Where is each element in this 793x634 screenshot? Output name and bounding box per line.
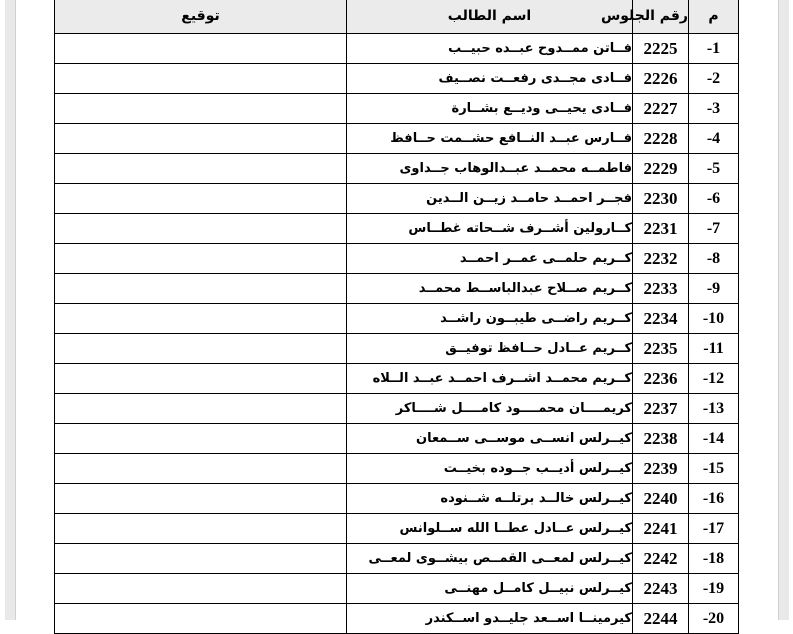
signature-cell[interactable] [55, 604, 347, 634]
table-row [55, 274, 739, 304]
table-row [55, 124, 739, 154]
signature-cell[interactable] [55, 364, 347, 394]
row-index: -11 [689, 334, 739, 364]
signature-cell[interactable] [55, 454, 347, 484]
seat-number: 2241 [633, 514, 689, 544]
student-name: كــريم راضــى طيبــون راشــد [347, 304, 633, 334]
seat-number: 2244 [633, 604, 689, 634]
row-index: -20 [689, 604, 739, 634]
signature-cell[interactable] [55, 274, 347, 304]
seat-number: 2243 [633, 574, 689, 604]
table-row [55, 574, 739, 604]
student-name: فــادى مجــدى رفعــت نصــيف [347, 64, 633, 94]
table-row [55, 364, 739, 394]
signature-cell[interactable] [55, 244, 347, 274]
student-name: كــارولين أشــرف شــحاته غطــاس [347, 214, 633, 244]
header-seat-number: رقم الجلوس [633, 0, 689, 34]
seat-number: 2230 [633, 184, 689, 214]
seat-number: 2235 [633, 334, 689, 364]
seat-number: 2227 [633, 94, 689, 124]
signature-cell[interactable] [55, 544, 347, 574]
student-name: كــريم عــادل حــافظ توفيــق [347, 334, 633, 364]
seat-number: 2240 [633, 484, 689, 514]
seat-number: 2232 [633, 244, 689, 274]
student-name: كيرمينــا اســعد جليــدو اســكندر [347, 604, 633, 634]
row-index: -3 [689, 94, 739, 124]
student-name: كيــرلس خالــد برتلــه شــنوده [347, 484, 633, 514]
student-name: كــريم حلمــى عمــر احمــد [347, 244, 633, 274]
student-name: فجــر احمــد حامــد زيــن الــدين [347, 184, 633, 214]
student-name: كيــرلس عــادل عطــا الله ســلوانس [347, 514, 633, 544]
table-row [55, 184, 739, 214]
signature-cell[interactable] [55, 514, 347, 544]
table-row [55, 154, 739, 184]
table-row [55, 34, 739, 64]
table-row [55, 514, 739, 544]
row-index: -4 [689, 124, 739, 154]
seat-number: 2226 [633, 64, 689, 94]
signature-cell[interactable] [55, 484, 347, 514]
page-frame-right [778, 0, 789, 620]
row-index: -15 [689, 454, 739, 484]
table-row [55, 334, 739, 364]
signature-cell[interactable] [55, 184, 347, 214]
table-header-row [55, 0, 739, 34]
signature-cell[interactable] [55, 304, 347, 334]
table-row [55, 604, 739, 634]
row-index: -13 [689, 394, 739, 424]
header-student-name: اسم الطالب [347, 0, 633, 34]
row-index: -2 [689, 64, 739, 94]
page-frame-left [5, 0, 16, 620]
seat-number: 2242 [633, 544, 689, 574]
header-signature: توقيع [55, 0, 347, 34]
signature-cell[interactable] [55, 94, 347, 124]
seat-number: 2231 [633, 214, 689, 244]
seat-number: 2238 [633, 424, 689, 454]
student-name: فــادى يحيــى وديــع بشــارة [347, 94, 633, 124]
row-index: -16 [689, 484, 739, 514]
student-name: كيــرلس أديــب جــوده بخيــت [347, 454, 633, 484]
table-row [55, 214, 739, 244]
seat-number: 2237 [633, 394, 689, 424]
row-index: -9 [689, 274, 739, 304]
seat-number: 2229 [633, 154, 689, 184]
row-index: -7 [689, 214, 739, 244]
student-name: كيــرلس نبيــل كامــل مهنــى [347, 574, 633, 604]
row-index: -14 [689, 424, 739, 454]
table-row [55, 304, 739, 334]
student-name: كــريم صــلاح عبدالباســط محمــد [347, 274, 633, 304]
table-row [55, 94, 739, 124]
student-name: كيــرلس لمعــى القمــص بيشــوى لمعــى [347, 544, 633, 574]
signature-cell[interactable] [55, 394, 347, 424]
signature-cell[interactable] [55, 124, 347, 154]
student-name: فــارس عبــد النــافع حشــمت حــافظ [347, 124, 633, 154]
table-row [55, 454, 739, 484]
seat-number: 2228 [633, 124, 689, 154]
signature-cell[interactable] [55, 424, 347, 454]
signature-cell[interactable] [55, 574, 347, 604]
seat-number: 2236 [633, 364, 689, 394]
signature-cell[interactable] [55, 334, 347, 364]
signature-cell[interactable] [55, 154, 347, 184]
table-row [55, 484, 739, 514]
row-index: -10 [689, 304, 739, 334]
seat-number: 2239 [633, 454, 689, 484]
seat-number: 2225 [633, 34, 689, 64]
row-index: -17 [689, 514, 739, 544]
signature-cell[interactable] [55, 214, 347, 244]
header-index: م [689, 0, 739, 34]
table-row [55, 64, 739, 94]
student-name: فاطمــه محمــد عبــدالوهاب جــداوى [347, 154, 633, 184]
signature-cell[interactable] [55, 34, 347, 64]
student-name: فــاتن ممــدوح عبــده حبيــب [347, 34, 633, 64]
table-row [55, 544, 739, 574]
row-index: -6 [689, 184, 739, 214]
table-row [55, 394, 739, 424]
student-name: كيــرلس انســى موســى ســمعان [347, 424, 633, 454]
row-index: -5 [689, 154, 739, 184]
student-name: كريمــــان محمــــود كامــــل شــــاكر [347, 394, 633, 424]
seat-number: 2234 [633, 304, 689, 334]
row-index: -19 [689, 574, 739, 604]
row-index: -8 [689, 244, 739, 274]
row-index: -12 [689, 364, 739, 394]
table-row [55, 424, 739, 454]
table-row [55, 244, 739, 274]
student-roster-table [54, 0, 739, 634]
row-index: -1 [689, 34, 739, 64]
signature-cell[interactable] [55, 64, 347, 94]
row-index: -18 [689, 544, 739, 574]
seat-number: 2233 [633, 274, 689, 304]
student-name: كــريم محمــد اشــرف احمــد عبــد الــلاه [347, 364, 633, 394]
